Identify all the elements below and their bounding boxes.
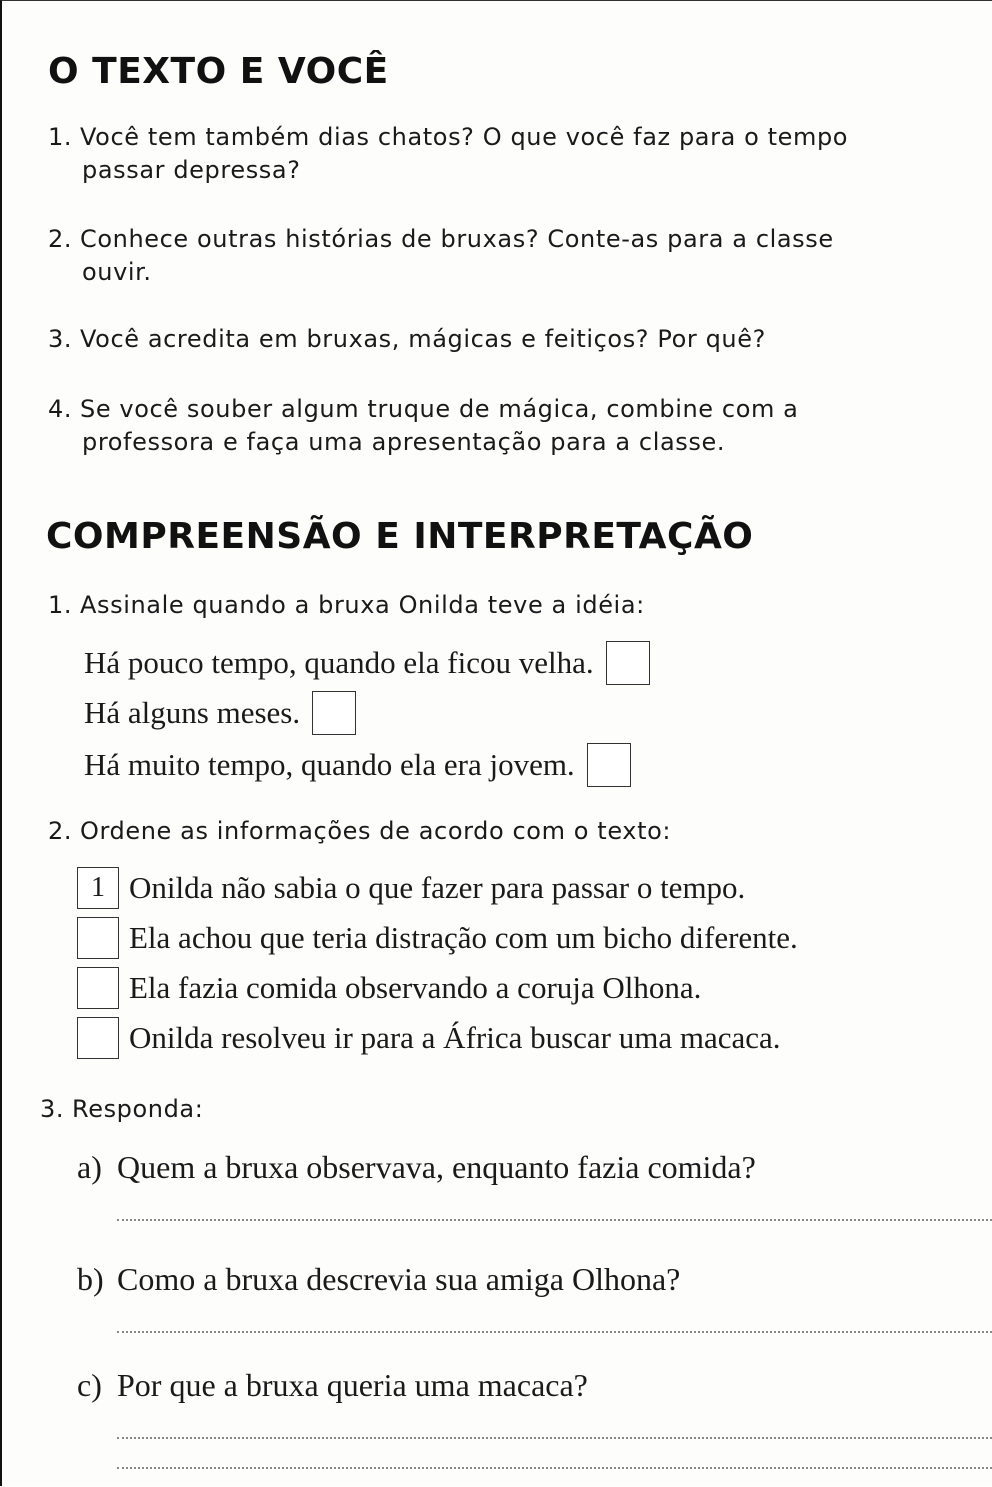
- order-box[interactable]: 1: [77, 867, 119, 909]
- answer-line[interactable]: [117, 1219, 992, 1221]
- answer-line[interactable]: [117, 1331, 992, 1333]
- comp-question-1: 1. Assinale quando a bruxa Onilda teve a idéia:: [48, 591, 645, 619]
- sub-question-c: c) Por que a bruxa queria uma macaca?: [77, 1367, 588, 1403]
- answer-line[interactable]: [117, 1437, 992, 1439]
- order-item: Onilda resolveu ir para a África buscar uma macaca.: [77, 1017, 781, 1059]
- question-1: 1. Você tem também dias chatos? O que você faz para o tempo passar depressa?: [48, 123, 849, 184]
- order-item: 1 Onilda não sabia o que fazer para passar o tempo.: [77, 867, 745, 909]
- comp-question-2: 2. Ordene as informações de acordo com o texto:: [48, 817, 672, 845]
- option-row: Há pouco tempo, quando ela ficou velha.: [84, 641, 650, 685]
- option-row: Há alguns meses.: [84, 691, 356, 735]
- section-title-texto-e-voce: O TEXTO E VOCÊ: [48, 51, 389, 92]
- section-title-compreensao: COMPREENSÃO E INTERPRETAÇÃO: [46, 516, 754, 557]
- option-row: Há muito tempo, quando ela era jovem.: [84, 743, 631, 787]
- checkbox[interactable]: [312, 691, 356, 735]
- sub-question-b: b) Como a bruxa descrevia sua amiga Olhona?: [77, 1261, 681, 1297]
- checkbox[interactable]: [606, 641, 650, 685]
- question-2: 2. Conhece outras histórias de bruxas? Conte-as para a classe ouvir.: [48, 225, 834, 286]
- answer-line[interactable]: [117, 1467, 992, 1469]
- order-box[interactable]: [77, 967, 119, 1009]
- order-item: Ela fazia comida observando a coruja Olhona.: [77, 967, 701, 1009]
- question-3: 3. Você acredita em bruxas, mágicas e feitiços? Por quê?: [48, 325, 766, 353]
- sub-question-a: a) Quem a bruxa observava, enquanto fazia comida?: [77, 1149, 756, 1185]
- order-box[interactable]: [77, 917, 119, 959]
- comp-question-3: 3. Responda:: [40, 1095, 204, 1123]
- question-4: 4. Se você souber algum truque de mágica, combine com a professora e faça uma apresentação para a classe.: [48, 395, 799, 456]
- checkbox[interactable]: [587, 743, 631, 787]
- order-item: Ela achou que teria distração com um bicho diferente.: [77, 917, 798, 959]
- order-box[interactable]: [77, 1017, 119, 1059]
